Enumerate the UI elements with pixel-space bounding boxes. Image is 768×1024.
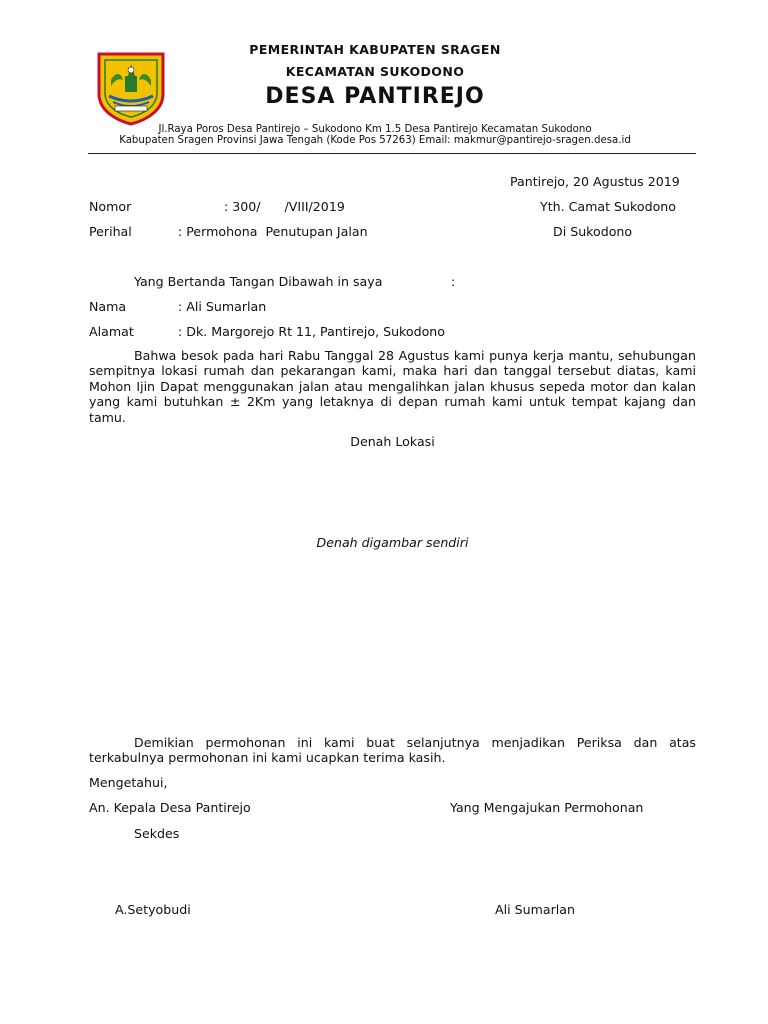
perihal-label: Perihal xyxy=(89,224,132,239)
letterhead-address-line2: Kabupaten Sragen Provinsi Jawa Tengah (Kode Pos 57263) Email: makmur@pantirejo-sragen.desa.id xyxy=(119,135,631,146)
closing-paragraph: Demikian permohonan ini kami buat selanjutnya menjadikan Periksa dan atas terkabulnya permohonan ini kami ucapkan terima kasih. xyxy=(89,735,696,766)
left-signer-subtitle: Sekdes xyxy=(134,826,180,841)
recipient-place: Di Sukodono xyxy=(553,224,633,239)
letterhead-address-line1: Jl.Raya Poros Desa Pantirejo – Sukodono Km 1.5 Desa Pantirejo Kecamatan Sukodono xyxy=(158,124,592,135)
nama-label: Nama xyxy=(89,299,127,314)
alamat-value: : Dk. Margorejo Rt 11, Pantirejo, Sukodono xyxy=(178,324,445,339)
request-paragraph: Bahwa besok pada hari Rabu Tanggal 28 Agustus kami punya kerja mantu, sehubungan sempitnya lokasi rumah dan pekarangan kami, maka hari dan tanggal tersebut diatas, kami Mohon Ijin Dapat menggunakan jalan atau mengalihkan jalan khusus sepeda motor dan kalan yang kami butuhkan ± 2Km yang letaknya di depan rumah kami untuk tempat kajang dan tamu. xyxy=(89,348,696,425)
letterhead-village: DESA PANTIREJO xyxy=(265,84,485,109)
perihal-value: : Permohona Penutupan Jalan xyxy=(178,224,368,239)
letterhead-government: PEMERINTAH KABUPATEN SRAGEN xyxy=(249,42,501,57)
nomor-value: : 300/ /VIII/2019 xyxy=(224,199,345,214)
acknowledged-label: Mengetahui, xyxy=(89,775,168,790)
nama-value: : Ali Sumarlan xyxy=(178,299,267,314)
place-date: Pantirejo, 20 Agustus 2019 xyxy=(510,174,680,189)
right-signer-title: Yang Mengajukan Permohonan xyxy=(450,800,644,815)
recipient: Yth. Camat Sukodono xyxy=(540,199,676,214)
letterhead-divider xyxy=(88,153,696,154)
right-signer-name: Ali Sumarlan xyxy=(495,902,575,917)
intro-colon: : xyxy=(451,274,456,289)
letterhead-district: KECAMATAN SUKODONO xyxy=(285,64,465,79)
intro-statement: Yang Bertanda Tangan Dibawah in saya xyxy=(134,274,383,289)
alamat-label: Alamat xyxy=(89,324,134,339)
left-signer-name: A.Setyobudi xyxy=(115,902,191,917)
map-title: Denah Lokasi xyxy=(350,434,435,449)
nomor-label: Nomor xyxy=(89,199,132,214)
left-signer-title: An. Kepala Desa Pantirejo xyxy=(89,800,251,815)
map-note: Denah digambar sendiri xyxy=(316,535,469,550)
